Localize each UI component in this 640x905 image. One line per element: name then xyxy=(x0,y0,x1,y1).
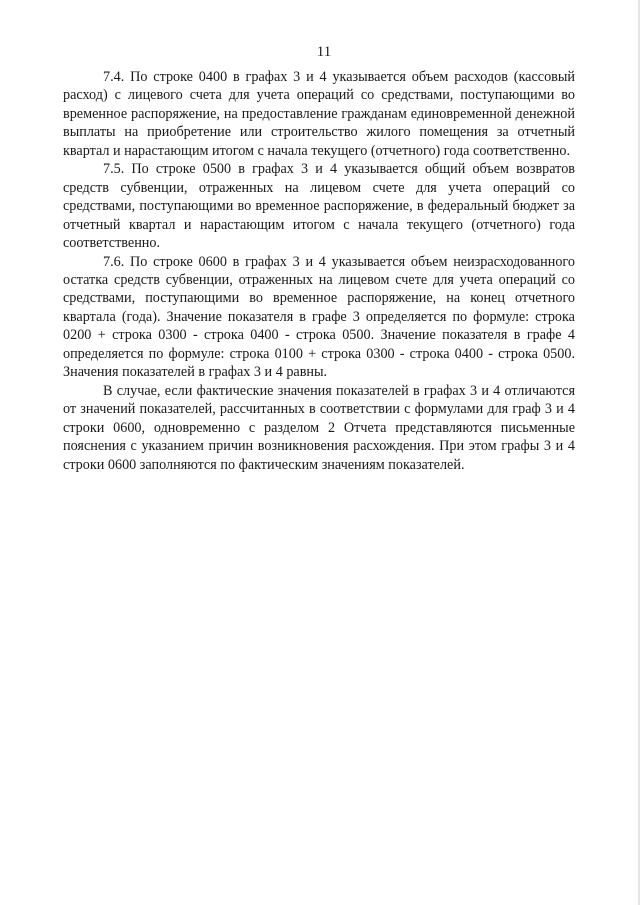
paragraph-7-5: 7.5. По строке 0500 в графах 3 и 4 указывается общий объем возвратов средств субвенции, отраженных на лицевом счете для учета операций со средствами, поступающими во временное распоряжение, в федеральный бюджет за отчетный квартал и нарастающим итогом с начала текущего (отчетного) года соответственно. xyxy=(63,161,575,252)
paragraph-7-4: 7.4. По строке 0400 в графах 3 и 4 указывается объем расходов (кассовый расход) с лицевого счета для учета операций со средствами, поступающими во временное распоряжение, на предоставление гражданам единовременной денежной выплаты на приобретение или строительство жилого помещения за отчетный квартал и нарастающим итогом с начала текущего (отчетного) года соответственно. xyxy=(63,69,575,159)
page-number: 11 xyxy=(316,44,332,60)
paragraph-discrepancy-note: В случае, если фактические значения показателей в графах 3 и 4 отличаются от значений показателей, рассчитанных в соответствии с формулами для граф 3 и 4 строки 0600, одновременно с разделом 2 Отчета представляются письменные пояснения с указанием причин возникновения расхождения. При этом графы 3 и 4 строки 0600 заполняются по фактическим значениям показателей. xyxy=(63,382,575,473)
document-body xyxy=(63,68,575,474)
paragraph-7-6: 7.6. По строке 0600 в графах 3 и 4 указывается объем неизрасходованного остатка средств субвенции, отраженных на лицевом счете для учета операций со средствами, поступающими во временное распоряжение, на конец отчетного квартала (года). Значение показателя в графе 3 определяется по формуле: строка 0200 + строка 0300 - строка 0400 - строка 0500. Значение показателя в графе 4 определяется по формуле: строка 0100 + строка 0300 - строка 0400 - строка 0500. Значения показателей в графах 3 и 4 равны. xyxy=(63,253,575,381)
